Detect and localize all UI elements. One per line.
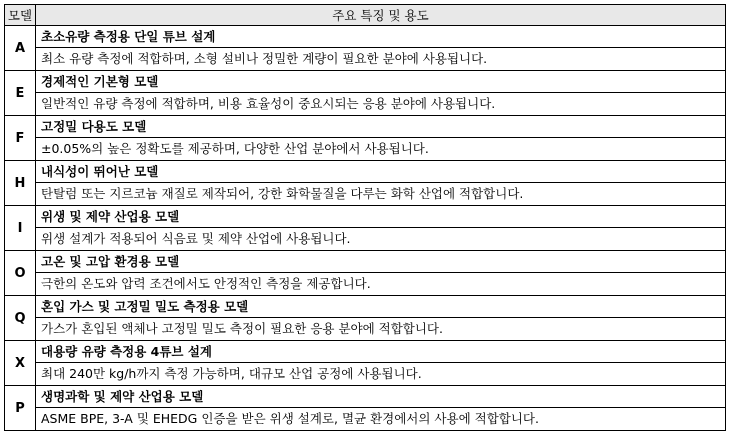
feature-description: 가스가 혼입된 액체나 고정밀 밀도 측정이 필요한 응용 분야에 적합합니다.	[41, 321, 443, 336]
feature-description: 탄탈럼 또는 지르코늄 재질로 제작되어, 강한 화학물질을 다루는 화학 산업에 적합합니다.	[41, 186, 524, 201]
feature-title: 고온 및 고압 환경용 모델	[36, 251, 725, 273]
header-features: 주요 특징 및 용도	[36, 5, 726, 26]
feature-cell	[36, 296, 726, 341]
model-code: P	[5, 386, 36, 431]
table-row	[5, 206, 726, 251]
feature-title: 대용량 유량 측정용 4튜브 설계	[36, 341, 725, 363]
table-row	[5, 26, 726, 71]
feature-title: 위생 및 제약 산업용 모델	[36, 206, 725, 228]
table-row	[5, 251, 726, 296]
model-table	[4, 4, 726, 431]
feature-title: 혼입 가스 및 고정밀 밀도 측정용 모델	[36, 296, 725, 318]
table-row	[5, 161, 726, 206]
feature-cell	[36, 71, 726, 116]
feature-cell	[36, 206, 726, 251]
feature-title: 생명과학 및 제약 산업용 모델	[36, 386, 725, 408]
table-header-row	[5, 5, 726, 26]
feature-cell	[36, 161, 726, 206]
feature-description: 일반적인 유량 측정에 적합하며, 비용 효율성이 중요시되는 응용 분야에 사용됩니다.	[41, 96, 496, 111]
feature-description: 극한의 온도와 압력 조건에서도 안정적인 측정을 제공합니다.	[41, 276, 371, 291]
feature-title: 고정밀 다용도 모델	[36, 116, 725, 138]
table-row	[5, 341, 726, 386]
table-row	[5, 116, 726, 161]
feature-title: 경제적인 기본형 모델	[36, 71, 725, 93]
feature-cell	[36, 386, 726, 431]
model-code: O	[5, 251, 36, 296]
feature-cell	[36, 26, 726, 71]
model-code: E	[5, 71, 36, 116]
header-model: 모델	[5, 5, 36, 26]
table-row	[5, 296, 726, 341]
feature-description: 최대 240만 kg/h까지 측정 가능하며, 대규모 산업 공정에 사용됩니다.	[41, 366, 422, 381]
feature-cell	[36, 116, 726, 161]
table-row	[5, 71, 726, 116]
feature-cell	[36, 341, 726, 386]
feature-description: 최소 유량 측정에 적합하며, 소형 설비나 정밀한 계량이 필요한 분야에 사용됩니다.	[41, 51, 488, 66]
model-code: X	[5, 341, 36, 386]
feature-description: ASME BPE, 3-A 및 EHEDG 인증을 받은 위생 설계로, 멸균 환경에서의 사용에 적합합니다.	[41, 411, 539, 426]
feature-title: 내식성이 뛰어난 모델	[36, 161, 725, 183]
feature-title: 초소유량 측정용 단일 튜브 설계	[36, 26, 725, 48]
model-code: H	[5, 161, 36, 206]
feature-cell	[36, 251, 726, 296]
model-code: A	[5, 26, 36, 71]
model-code: F	[5, 116, 36, 161]
model-code: I	[5, 206, 36, 251]
feature-description: ±0.05%의 높은 정확도를 제공하며, 다양한 산업 분야에서 사용됩니다.	[41, 141, 429, 156]
feature-description: 위생 설계가 적용되어 식음료 및 제약 산업에 사용됩니다.	[41, 231, 351, 246]
table-row	[5, 386, 726, 431]
model-code: Q	[5, 296, 36, 341]
